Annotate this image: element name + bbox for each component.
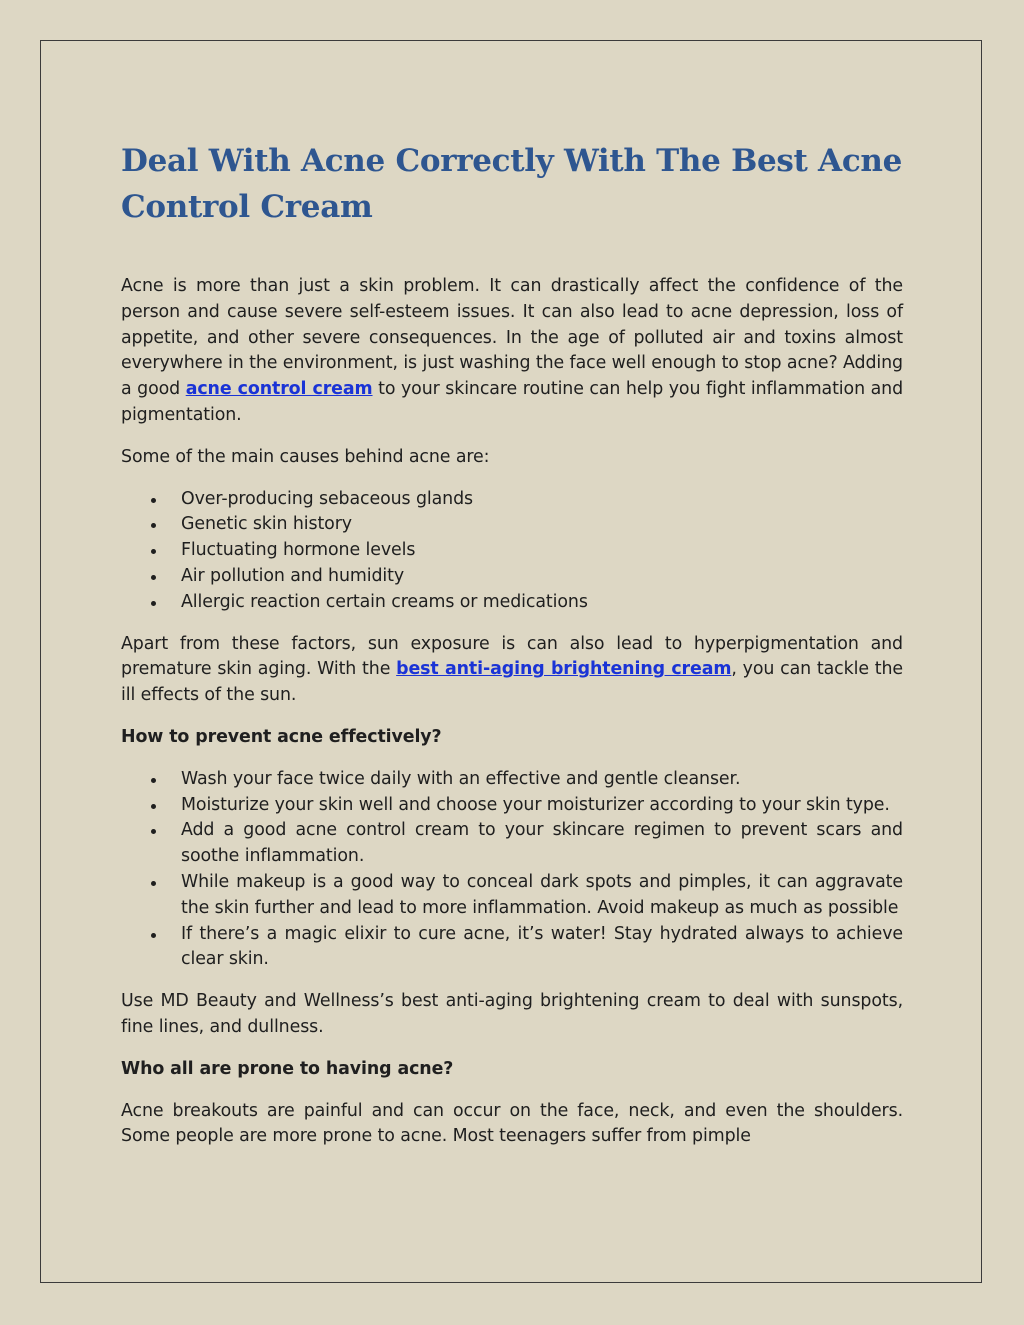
page-title: Deal With Acne Correctly With The Best Acne Control Cream — [121, 143, 903, 225]
causes-list — [121, 487, 903, 616]
prevention-list-item: If there’s a magic elixir to cure acne, it’s water! Stay hydrated always to achieve clear skin. — [121, 922, 903, 974]
acne-control-cream-link[interactable]: acne control cream — [185, 379, 373, 400]
prevent-acne-heading: How to prevent acne effectively? — [121, 726, 442, 747]
prevention-list — [121, 767, 903, 973]
causes-lead-paragraph: Some of the main causes behind acne are: — [121, 446, 490, 467]
prevention-list-item: Moisturize your skin well and choose your moisturizer according to your skin type. — [121, 793, 903, 819]
prevention-list-item: Add a good acne control cream to your skincare regimen to prevent scars and soothe inflammation. — [121, 818, 903, 870]
brightening-cream-link[interactable]: best anti-aging brightening cream — [396, 659, 732, 680]
prevention-list-item: Wash your face twice daily with an effective and gentle cleanser. — [121, 767, 903, 793]
causes-list-item: Air pollution and humidity — [121, 564, 903, 590]
causes-list-item: Fluctuating hormone levels — [121, 538, 903, 564]
intro-text-after-link: to your skincare routine can help you fight inflammation and pigmentation. — [121, 379, 904, 425]
md-beauty-paragraph: Use MD Beauty and Wellness’s best anti-aging brightening cream to deal with sunspots, fine lines, and dullness. — [121, 991, 903, 1037]
document-body — [121, 138, 903, 1166]
causes-list-item: Over-producing sebaceous glands — [121, 487, 903, 513]
sun-text-before-link: Apart from these factors, sun exposure is can also lead to hyperpigmentation and premature skin aging. With the — [121, 633, 903, 680]
sun-text-after-link: , you can tackle the ill effects of the sun. — [121, 659, 904, 706]
intro-paragraph — [121, 274, 903, 429]
acne-prone-paragraph: Acne breakouts are painful and can occur on the face, neck, and even the shoulders. Some people are more prone to acne. Most teenagers suffer from pimple — [121, 1100, 903, 1147]
sun-exposure-paragraph — [121, 632, 903, 709]
causes-list-item: Allergic reaction certain creams or medications — [121, 590, 903, 616]
acne-prone-heading: Who all are prone to having acne? — [121, 1058, 454, 1079]
prevention-list-item: While makeup is a good way to conceal dark spots and pimples, it can aggravate the skin further and lead to more inflammation. Avoid makeup as much as possible — [121, 870, 903, 922]
causes-list-item: Genetic skin history — [121, 512, 903, 538]
intro-text-before-link: Acne is more than just a skin problem. It can drastically affect the confidence of the person and cause severe self-esteem issues. It can also lead to acne depression, loss of appetite, and other severe consequences. In the age of polluted air and toxins almost everywhere in the environment, is just washing the face well enough to stop acne? Adding a good — [121, 276, 903, 400]
